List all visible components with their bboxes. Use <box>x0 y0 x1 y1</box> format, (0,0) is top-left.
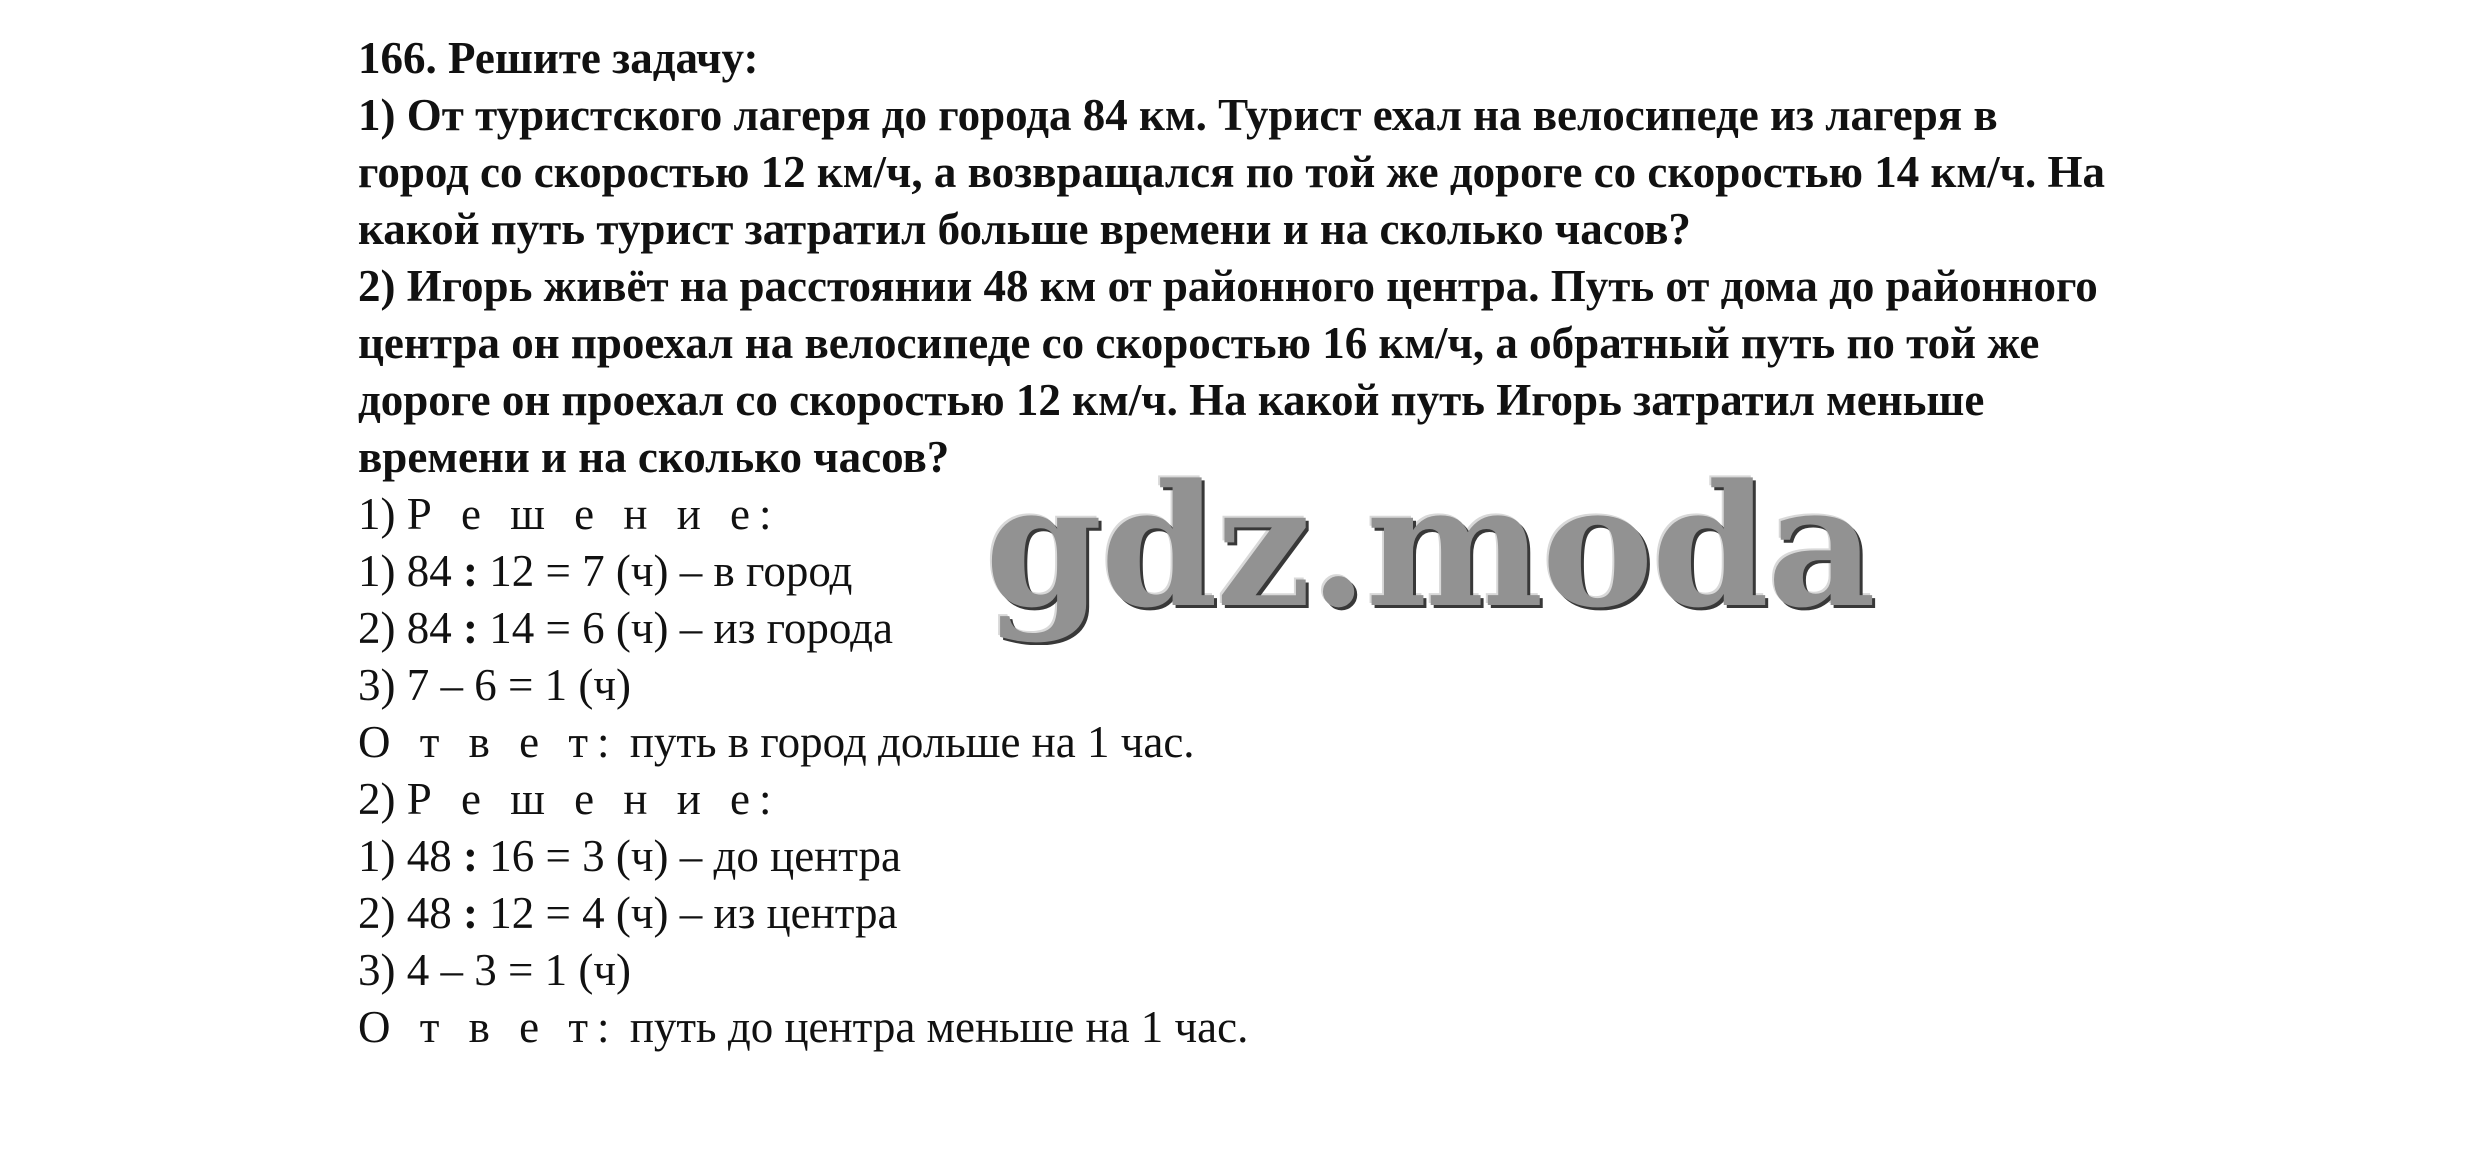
step-right: 16 = 3 (ч) – до центра <box>478 831 901 881</box>
solution-step: 3) 7 – 6 = 1 (ч) <box>358 660 631 710</box>
solution-answer <box>358 999 2418 1056</box>
solution-heading <box>358 771 2418 828</box>
task-line: какой путь турист затратил больше времени и на сколько часов? <box>358 204 1691 254</box>
solution-step <box>358 885 2418 942</box>
task-line: дороге он проехал со скоростью 12 км/ч. На какой путь Игорь затратил меньше <box>358 375 1985 425</box>
task-line: центра он проехал на велосипеде со скоростью 16 км/ч, а обратный путь по той же <box>358 318 2040 368</box>
answer-label: О т в е т: <box>358 1002 619 1052</box>
step-left: 1) 48 <box>358 831 463 881</box>
solution-number: 2) <box>358 774 396 824</box>
answer-text: путь до центра меньше на 1 час. <box>618 1002 1249 1052</box>
task-heading: 166. Решите задачу: <box>358 33 759 83</box>
solution-step: 3) 4 – 3 = 1 (ч) <box>358 945 631 995</box>
answer-label: О т в е т: <box>358 717 619 767</box>
step-left: 2) 48 <box>358 888 463 938</box>
step-right: 14 = 6 (ч) – из города <box>478 603 893 653</box>
task-statement <box>358 30 2418 486</box>
solution-label: Р е ш е н и е: <box>406 489 781 539</box>
task-line: времени и на сколько часов? <box>358 432 950 482</box>
solution-number: 1) <box>358 489 396 539</box>
division-sign: : <box>463 546 478 596</box>
task-line: 2) Игорь живёт на расстоянии 48 км от районного центра. Путь от дома до районного <box>358 261 2098 311</box>
solution-step <box>358 828 2418 885</box>
division-sign: : <box>463 831 478 881</box>
step-right: 12 = 4 (ч) – из центра <box>478 888 898 938</box>
step-right: 12 = 7 (ч) – в город <box>478 546 853 596</box>
solution-2 <box>358 771 2418 1056</box>
division-sign: : <box>463 603 478 653</box>
answer-text: путь в город дольше на 1 час. <box>618 717 1195 767</box>
step-left: 1) 84 <box>358 546 463 596</box>
step-left: 2) 84 <box>358 603 463 653</box>
task-line: город со скоростью 12 км/ч, а возвращался по той же дороге со скоростью 14 км/ч. На <box>358 147 2105 197</box>
task-line: 1) От туристского лагеря до города 84 км. Турист ехал на велосипеде из лагеря в <box>358 90 1998 140</box>
solution-label: Р е ш е н и е: <box>406 774 781 824</box>
watermark-logo: gdz.moda <box>985 447 1874 645</box>
division-sign: : <box>463 888 478 938</box>
solution-answer <box>358 714 2418 771</box>
